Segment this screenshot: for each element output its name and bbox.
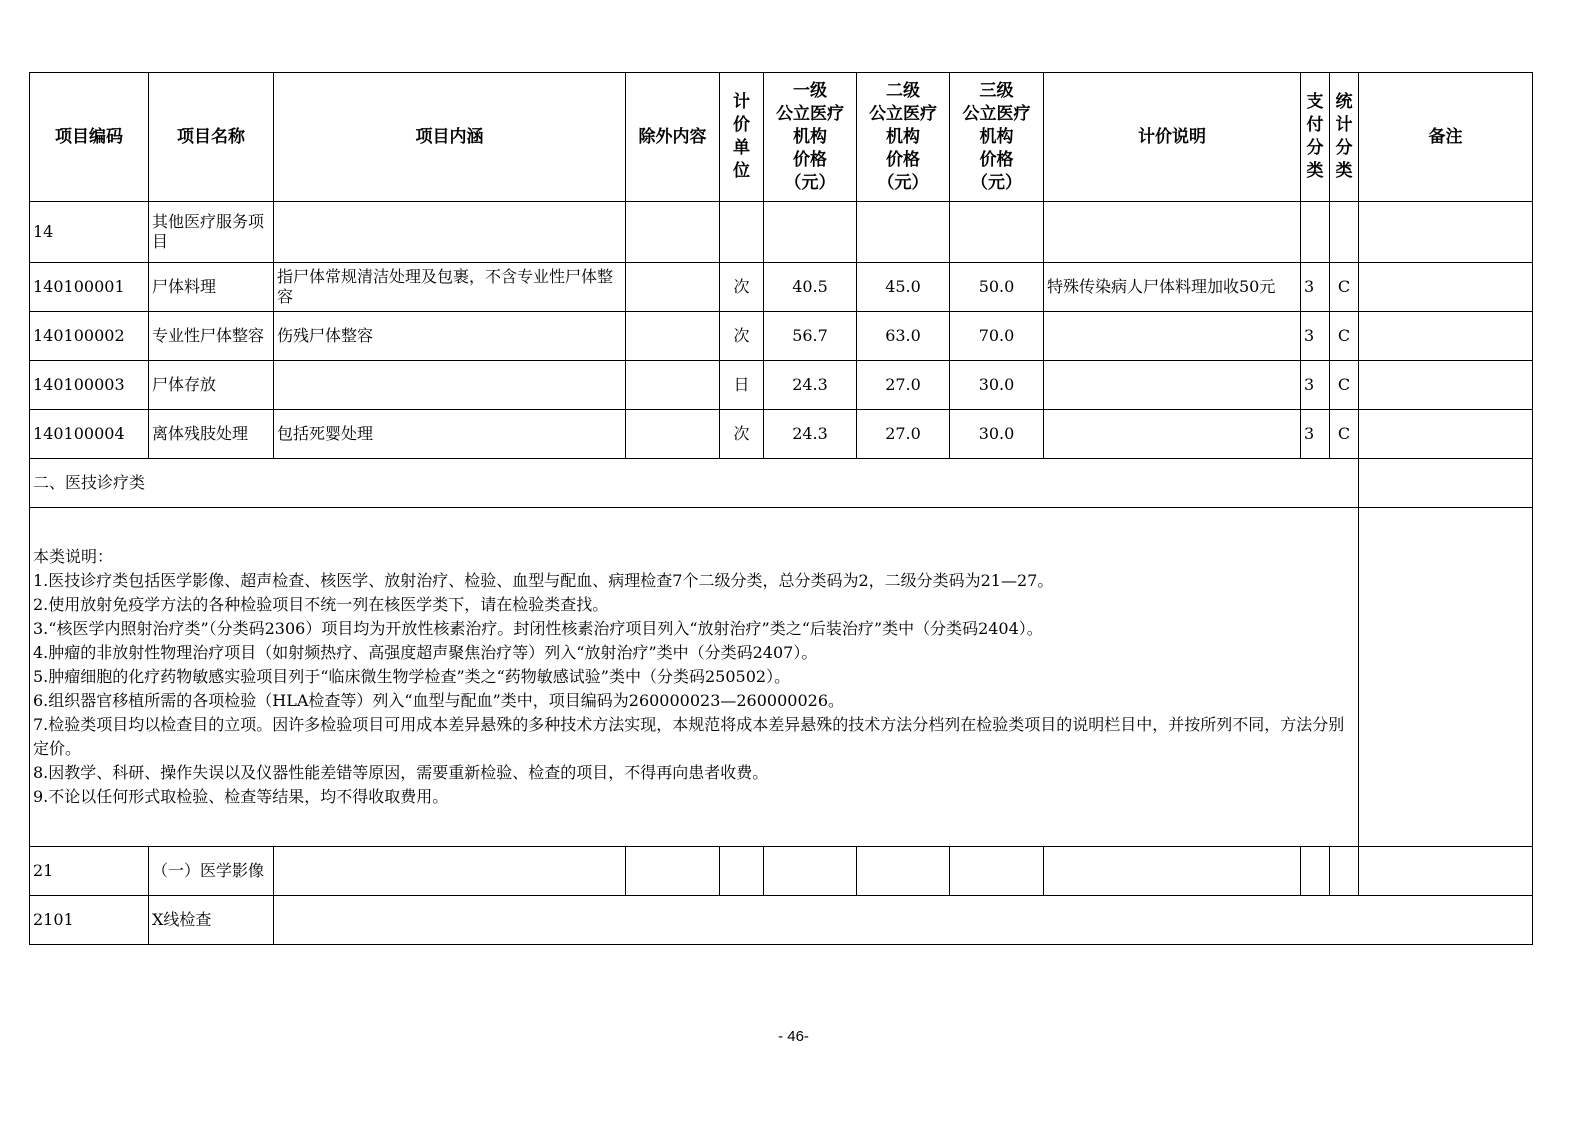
notes-line: 8.因教学、科研、操作失误以及仪器性能差错等原因，需要重新检验、检查的项目，不得再向患者收费。 xyxy=(33,763,769,782)
cell-exclusions xyxy=(626,312,720,361)
cell-exclusions xyxy=(626,263,720,312)
cell-payment: 3 xyxy=(1301,312,1330,361)
cell-code: 140100002 xyxy=(30,312,149,361)
cell-pricing-note xyxy=(1044,312,1301,361)
table-row xyxy=(30,263,1533,312)
cell-price3: 70.0 xyxy=(950,312,1044,361)
header-price-level3: 三级 公立医疗 机构 价格 （元） xyxy=(950,73,1044,202)
cell-payment: 3 xyxy=(1301,361,1330,410)
cell-stat xyxy=(1330,202,1359,263)
category-notes xyxy=(30,508,1359,847)
cell-pricing-note xyxy=(1044,202,1301,263)
cell-payment: 3 xyxy=(1301,263,1330,312)
cell-price2 xyxy=(857,202,950,263)
cell-price2: 27.0 xyxy=(857,361,950,410)
cell-unit xyxy=(720,202,764,263)
cell-remark xyxy=(1359,312,1533,361)
cell-stat: C xyxy=(1330,361,1359,410)
cell-exclusions xyxy=(626,361,720,410)
notes-line: 7.检验类项目均以检查目的立项。因许多检验项目可用成本差异悬殊的多种技术方法实现，本规范将成本差异悬殊的技术方法分档列在检验类项目的说明栏目中，并按所列不同，方法分别定价。 xyxy=(33,715,1345,758)
header-row xyxy=(30,73,1533,202)
cell-price2: 27.0 xyxy=(857,410,950,459)
header-remark: 备注 xyxy=(1359,73,1533,202)
cell-stat: C xyxy=(1330,312,1359,361)
cell-code: 140100004 xyxy=(30,410,149,459)
header-pricing-note: 计价说明 xyxy=(1044,73,1301,202)
price-table xyxy=(29,72,1533,945)
cell-code: 2101 xyxy=(30,896,149,945)
notes-line: 4.肿瘤的非放射性物理治疗项目（如射频热疗、高强度超声聚焦治疗等）列入“放射治疗”类中（分类码2407）。 xyxy=(33,643,818,662)
cell-code: 140100003 xyxy=(30,361,149,410)
cell-remark xyxy=(1359,361,1533,410)
cell-price1: 24.3 xyxy=(764,361,857,410)
header-code: 项目编码 xyxy=(30,73,149,202)
cell-name: 离体残肢处理 xyxy=(149,410,274,459)
cell-remark xyxy=(1359,410,1533,459)
header-unit: 计 价 单 位 xyxy=(720,73,764,202)
cell-stat: C xyxy=(1330,410,1359,459)
cell-remark xyxy=(1359,508,1533,847)
cell-stat: C xyxy=(1330,263,1359,312)
cell-price1: 24.3 xyxy=(764,410,857,459)
cell-unit: 次 xyxy=(720,263,764,312)
notes-row xyxy=(30,508,1533,847)
cell-pricing-note xyxy=(1044,410,1301,459)
cell-price3: 50.0 xyxy=(950,263,1044,312)
notes-line: 9.不论以任何形式取检验、检查等结果，均不得收取费用。 xyxy=(33,787,449,806)
table-row xyxy=(30,847,1533,896)
cell-code: 140100001 xyxy=(30,263,149,312)
notes-line: 6.组织器官移植所需的各项检验（HLA检查等）列入“血型与配血”类中，项目编码为260000023—260000026。 xyxy=(33,691,844,710)
header-price-level1: 一级 公立医疗 机构 价格 （元） xyxy=(764,73,857,202)
cell-remark xyxy=(1359,202,1533,263)
notes-line: 本类说明： xyxy=(33,547,114,566)
header-price-level2: 二级 公立医疗 机构 价格 （元） xyxy=(857,73,950,202)
header-payment-class: 支 付 分 类 xyxy=(1301,73,1330,202)
cell-payment xyxy=(1301,202,1330,263)
header-stat-class: 统 计 分 类 xyxy=(1330,73,1359,202)
cell-name: 尸体存放 xyxy=(149,361,274,410)
cell-price1: 40.5 xyxy=(764,263,857,312)
cell-price1 xyxy=(764,202,857,263)
cell-exclusions xyxy=(626,202,720,263)
cell-code: 21 xyxy=(30,847,149,896)
cell-exclusions xyxy=(626,410,720,459)
cell-name: （一）医学影像 xyxy=(149,847,274,896)
cell-price3 xyxy=(950,202,1044,263)
cell-content xyxy=(274,202,626,263)
notes-line: 5.肿瘤细胞的化疗药物敏感实验项目列于“临床微生物学检查”类之“药物敏感试验”类中（分类码250502）。 xyxy=(33,667,791,686)
cell-unit: 次 xyxy=(720,410,764,459)
cell-remark xyxy=(1359,263,1533,312)
cell-pricing-note xyxy=(1044,361,1301,410)
table-row xyxy=(30,361,1533,410)
section-row xyxy=(30,459,1533,508)
cell-price2: 63.0 xyxy=(857,312,950,361)
page-number: - 46- xyxy=(778,1028,809,1045)
notes-line: 2.使用放射免疫学方法的各种检验项目不统一列在核医学类下，请在检验类查找。 xyxy=(33,595,609,614)
cell-price2: 45.0 xyxy=(857,263,950,312)
table-row xyxy=(30,312,1533,361)
cell-content xyxy=(274,361,626,410)
cell-code: 14 xyxy=(30,202,149,263)
section-title: 二、医技诊疗类 xyxy=(30,459,1359,508)
table-row xyxy=(30,202,1533,263)
cell-unit: 次 xyxy=(720,312,764,361)
cell-name: 其他医疗服务项目 xyxy=(149,202,274,263)
cell-name: 尸体料理 xyxy=(149,263,274,312)
cell-content: 包括死婴处理 xyxy=(274,410,626,459)
header-name: 项目名称 xyxy=(149,73,274,202)
table-row xyxy=(30,896,1533,945)
table-row xyxy=(30,410,1533,459)
cell-price1: 56.7 xyxy=(764,312,857,361)
cell-unit: 日 xyxy=(720,361,764,410)
header-content: 项目内涵 xyxy=(274,73,626,202)
cell-pricing-note: 特殊传染病人尸体料理加收50元 xyxy=(1044,263,1301,312)
cell-remark xyxy=(1359,459,1533,508)
cell-price3: 30.0 xyxy=(950,410,1044,459)
cell-name: 专业性尸体整容 xyxy=(149,312,274,361)
cell-price3: 30.0 xyxy=(950,361,1044,410)
cell-name: X线检查 xyxy=(149,896,274,945)
cell-payment: 3 xyxy=(1301,410,1330,459)
cell-content: 伤残尸体整容 xyxy=(274,312,626,361)
notes-line: 1.医技诊疗类包括医学影像、超声检查、核医学、放射治疗、检验、血型与配血、病理检查7个二级分类，总分类码为2，二级分类码为21—27。 xyxy=(33,571,1054,590)
notes-line: 3.“核医学内照射治疗类”（分类码2306）项目均为开放性核素治疗。封闭性核素治疗项目列入“放射治疗”类之“后装治疗”类中（分类码2404）。 xyxy=(33,619,1043,638)
header-exclusions: 除外内容 xyxy=(626,73,720,202)
cell-content: 指尸体常规清洁处理及包裹，不含专业性尸体整容 xyxy=(274,263,626,312)
